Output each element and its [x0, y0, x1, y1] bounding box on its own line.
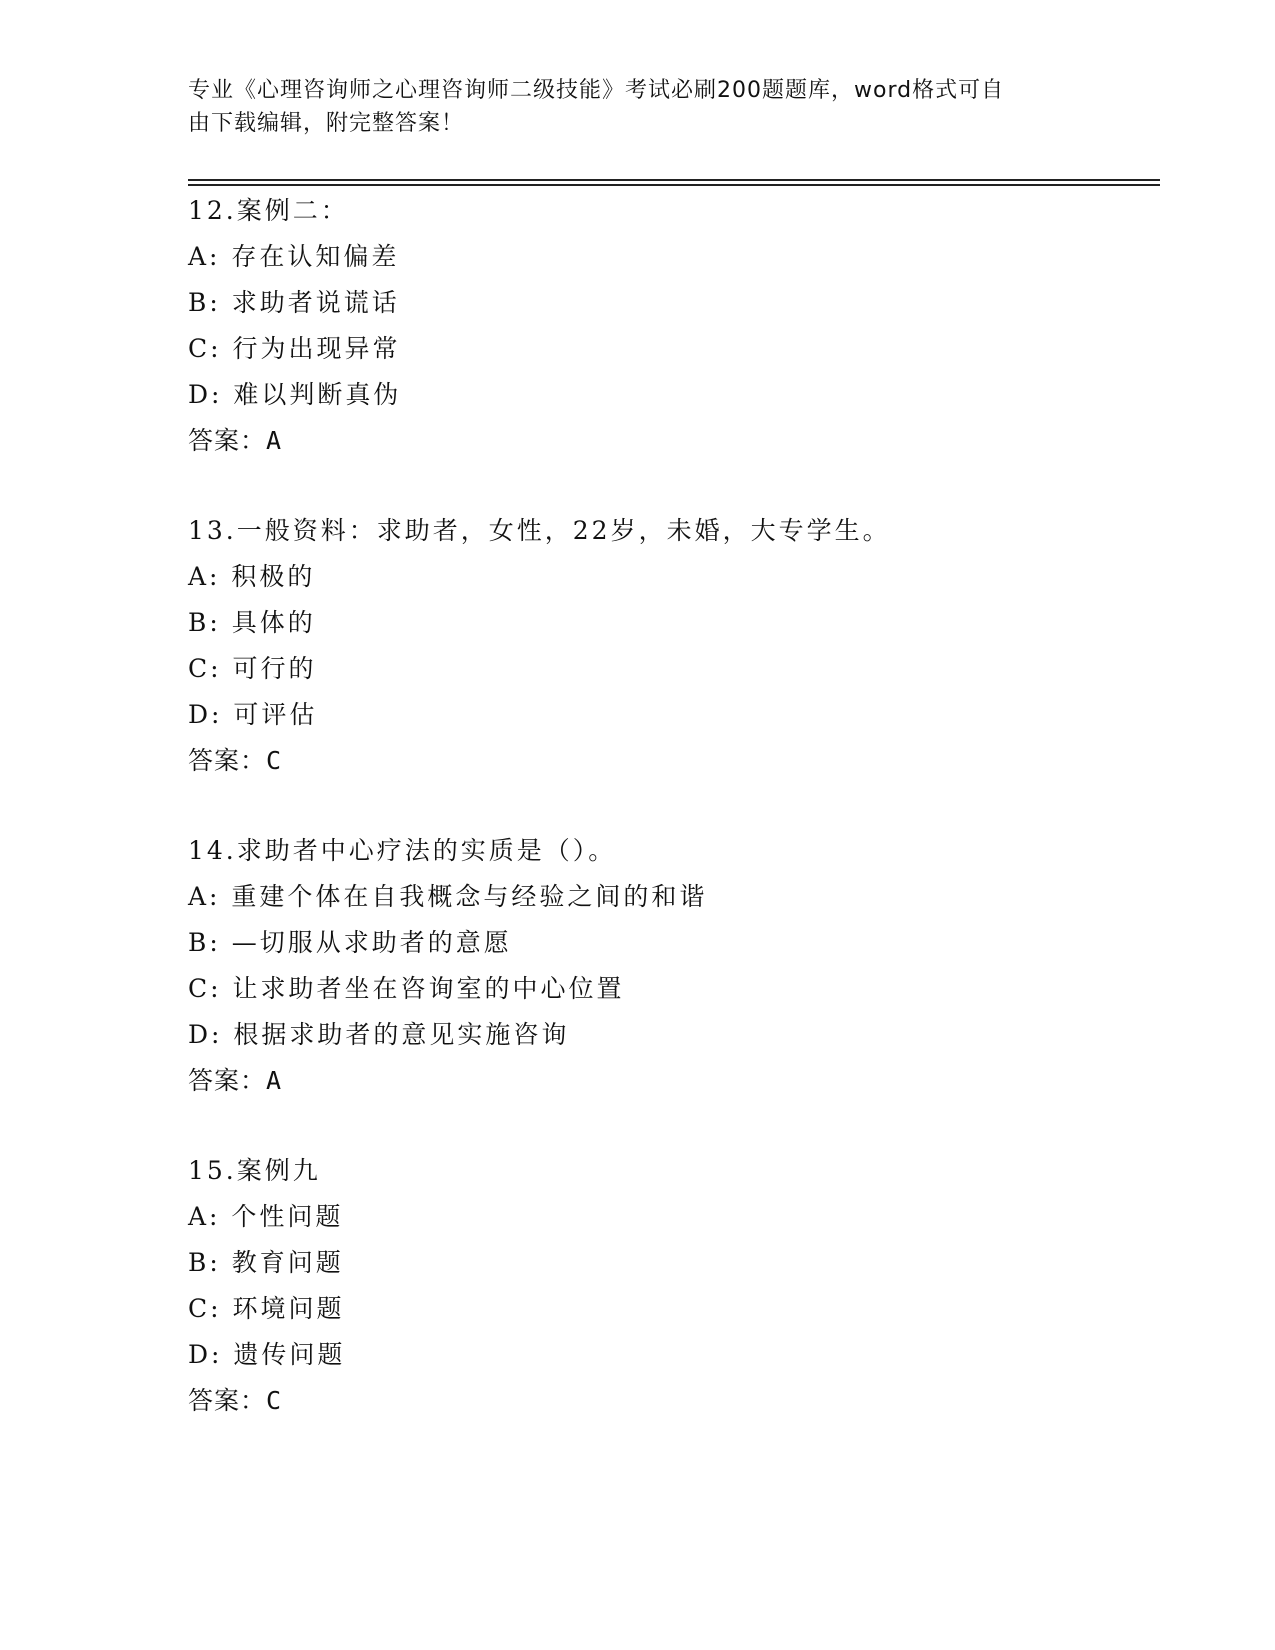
answer-value: C	[266, 746, 283, 775]
header-divider-bottom	[188, 184, 1160, 186]
option-c: C: 可行的	[188, 654, 317, 683]
answer-label: 答案：	[188, 426, 267, 455]
question-stem: 14.求助者中心疗法的实质是（）。	[188, 836, 617, 865]
option-a: A: 个性问题	[188, 1202, 344, 1231]
option-b: B: 求助者说谎话	[188, 288, 400, 317]
question-13	[188, 508, 1168, 784]
answer-label: 答案：	[188, 1066, 267, 1095]
answer-label: 答案：	[188, 746, 267, 775]
option-d: D: 遗传问题	[188, 1340, 346, 1369]
question-15	[188, 1148, 1168, 1424]
header-line-2: 由下载编辑，附完整答案！	[188, 111, 465, 136]
option-d: D: 根据求助者的意见实施咨询	[188, 1020, 570, 1049]
option-d: D: 难以判断真伪	[188, 380, 402, 409]
option-a: A: 积极的	[188, 562, 316, 591]
option-b: B: 具体的	[188, 608, 316, 637]
question-stem: 12.案例二：	[188, 196, 349, 225]
answer-line	[188, 738, 1168, 784]
option-b: B: 教育问题	[188, 1248, 344, 1277]
answer-line	[188, 1058, 1168, 1104]
answer-line	[188, 1378, 1168, 1424]
option-c: C: 行为出现异常	[188, 334, 401, 363]
option-c: C: 环境问题	[188, 1294, 345, 1323]
option-a: A: 存在认知偏差	[188, 242, 400, 271]
option-b: B: —切服从求助者的意愿	[188, 928, 512, 957]
question-12	[188, 188, 1168, 464]
question-14	[188, 828, 1168, 1104]
answer-value: C	[266, 1386, 283, 1415]
header-divider-top	[188, 179, 1160, 181]
option-d: D: 可评估	[188, 700, 318, 729]
question-stem: 15.案例九	[188, 1156, 321, 1185]
answer-label: 答案：	[188, 1386, 267, 1415]
answer-value: A	[266, 426, 283, 455]
option-a: A: 重建个体在自我概念与经验之间的和谐	[188, 882, 708, 911]
question-stem: 13.一般资料：求助者，女性，22岁，未婚，大专学生。	[188, 516, 891, 545]
header-line-1: 专业《心理咨询师之心理咨询师二级技能》考试必刷200题题库，word格式可自	[188, 78, 1005, 103]
option-c: C: 让求助者坐在咨询室的中心位置	[188, 974, 625, 1003]
answer-line	[188, 418, 1168, 464]
answer-value: A	[266, 1066, 283, 1095]
document-header	[188, 74, 1078, 140]
